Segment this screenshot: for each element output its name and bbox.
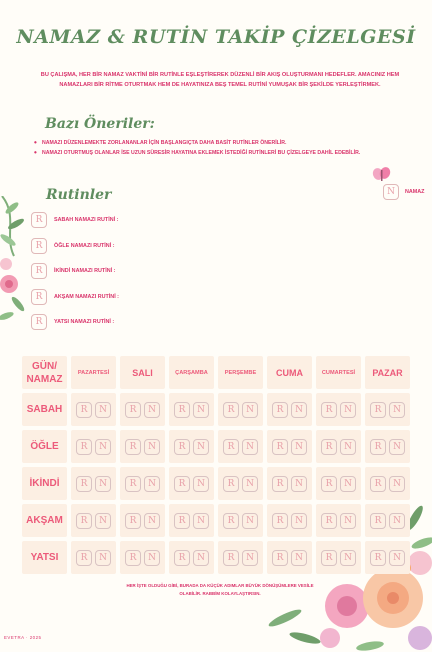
check-pair — [125, 402, 160, 418]
prayer-row-header — [22, 541, 67, 574]
prayer-row-header — [22, 467, 67, 500]
routine-checkbox[interactable]: R — [321, 513, 337, 529]
corner-label-top: GÜN/ — [31, 360, 57, 372]
routine-item — [31, 289, 119, 305]
day-header-label: ÇARŞAMBA — [175, 369, 208, 376]
routine-checkbox[interactable]: R — [76, 439, 92, 455]
check-pair — [174, 476, 209, 492]
suggestion-item: • NAMAZI DÜZENLEMEKTE ZORLANANLAR İÇİN BAŞLANGIÇTA DAHA BASİT RUTİNLER ÖNERİLİR. — [34, 138, 360, 148]
check-pair — [125, 550, 160, 566]
routine-checkbox[interactable]: R — [174, 550, 190, 566]
day-header-label: PAZAR — [372, 367, 403, 378]
tracking-cell — [218, 467, 263, 500]
day-header — [218, 356, 263, 389]
tracking-cell — [71, 467, 116, 500]
routine-checkbox[interactable]: R — [223, 550, 239, 566]
check-pair — [125, 439, 160, 455]
routine-checkbox[interactable]: R — [370, 550, 386, 566]
check-pair — [272, 439, 307, 455]
tracking-cell — [169, 467, 214, 500]
routine-checkbox[interactable]: R — [370, 402, 386, 418]
legend-label: NAMAZ — [405, 189, 425, 195]
namaz-checkbox[interactable]: N — [389, 513, 405, 529]
routine-checkbox[interactable]: R — [272, 439, 288, 455]
prayer-row-label: İKİNDİ — [29, 478, 60, 489]
routine-checkbox[interactable]: R — [76, 513, 92, 529]
routine-checkbox[interactable]: R — [223, 513, 239, 529]
namaz-symbol: N — [383, 184, 399, 200]
check-pair — [370, 550, 405, 566]
prayer-row-header — [22, 430, 67, 463]
namaz-checkbox[interactable]: N — [340, 439, 356, 455]
namaz-checkbox[interactable]: N — [242, 402, 258, 418]
tracking-cell — [120, 504, 165, 537]
namaz-checkbox[interactable]: N — [389, 476, 405, 492]
namaz-checkbox[interactable]: N — [242, 550, 258, 566]
routine-item — [31, 212, 118, 228]
check-pair — [223, 550, 258, 566]
namaz-checkbox[interactable]: N — [291, 476, 307, 492]
namaz-checkbox[interactable]: N — [389, 550, 405, 566]
namaz-checkbox[interactable]: N — [291, 402, 307, 418]
table-corner-header — [22, 356, 67, 389]
tracking-cell — [365, 541, 410, 574]
routine-label: ÖĞLE NAMAZI RUTİNİ : — [54, 243, 115, 249]
tracking-cell — [71, 430, 116, 463]
day-header-label: PERŞEMBE — [224, 369, 257, 376]
routine-checkbox[interactable]: R — [125, 513, 141, 529]
check-pair — [272, 476, 307, 492]
check-pair — [272, 402, 307, 418]
check-pair — [272, 550, 307, 566]
routine-checkbox[interactable]: R — [125, 476, 141, 492]
check-pair — [370, 476, 405, 492]
namaz-checkbox[interactable]: N — [340, 550, 356, 566]
namaz-checkbox[interactable]: N — [193, 439, 209, 455]
routine-checkbox[interactable]: R — [31, 314, 47, 330]
namaz-checkbox[interactable]: N — [95, 439, 111, 455]
namaz-checkbox[interactable]: N — [193, 513, 209, 529]
day-header-label: CUMARTESİ — [321, 369, 356, 376]
intro-text: BU ÇALIŞMA, HER BİR NAMAZ VAKTİNİ BİR RUTİNLE EŞLEŞTİREREK DÜZENLİ BİR AKIŞ OLUŞTURMANI HEDEFLER. AMACINIZ HEM NAMAZLARI BİR RİTME OTURTMAK HEM DE HAYATINIZA BEŞ TEMEL RUTİNİ YUMUŞAK BİR ŞEKİLDE YERLEŞTİRMEK. — [40, 72, 400, 88]
day-header — [316, 356, 361, 389]
routine-checkbox[interactable]: R — [272, 402, 288, 418]
routines-heading: Rutinler — [46, 187, 112, 203]
tracking-cell — [169, 504, 214, 537]
routine-checkbox[interactable]: R — [321, 402, 337, 418]
day-header — [267, 356, 312, 389]
routine-checkbox[interactable]: R — [31, 263, 47, 279]
tracking-cell — [71, 393, 116, 426]
tracking-cell — [218, 541, 263, 574]
check-pair — [174, 439, 209, 455]
tracking-cell — [267, 467, 312, 500]
routine-checkbox[interactable]: R — [31, 212, 47, 228]
routine-item — [31, 314, 114, 330]
floral-left-decoration — [0, 196, 28, 331]
check-pair — [76, 513, 111, 529]
tracking-cell — [71, 504, 116, 537]
routine-label: SABAH NAMAZI RUTİNİ : — [54, 217, 119, 223]
routine-checkbox[interactable]: R — [174, 439, 190, 455]
namaz-checkbox[interactable]: N — [242, 439, 258, 455]
namaz-checkbox[interactable]: N — [193, 402, 209, 418]
routine-checkbox[interactable]: R — [272, 476, 288, 492]
credit-text: EVETRA · 2025 — [4, 635, 42, 640]
routine-checkbox[interactable]: R — [76, 550, 92, 566]
check-pair — [174, 513, 209, 529]
prayer-row-header — [22, 393, 67, 426]
routine-checkbox[interactable]: R — [31, 238, 47, 254]
check-pair — [125, 476, 160, 492]
namaz-checkbox[interactable]: N — [95, 550, 111, 566]
routine-checkbox[interactable]: R — [272, 550, 288, 566]
routine-checkbox[interactable]: R — [174, 476, 190, 492]
page-title: NAMAZ & RUTİN TAKİP ÇİZELGESİ — [16, 26, 416, 48]
tracking-cell — [169, 541, 214, 574]
namaz-checkbox[interactable]: N — [193, 550, 209, 566]
routine-label: İKİNDİ NAMAZI RUTİNİ : — [54, 268, 116, 274]
tracking-cell — [316, 430, 361, 463]
tracking-cell — [169, 430, 214, 463]
namaz-checkbox[interactable]: N — [95, 476, 111, 492]
namaz-checkbox[interactable]: N — [193, 476, 209, 492]
namaz-checkbox[interactable]: N — [340, 402, 356, 418]
namaz-checkbox[interactable]: N — [144, 550, 160, 566]
routine-checkbox[interactable]: R — [223, 476, 239, 492]
check-pair — [321, 513, 356, 529]
routine-checkbox[interactable]: R — [272, 513, 288, 529]
namaz-checkbox[interactable]: N — [291, 550, 307, 566]
routine-item — [31, 238, 115, 254]
routine-checkbox[interactable]: R — [125, 402, 141, 418]
suggestions-list — [34, 138, 360, 158]
prayer-row-label: SABAH — [26, 404, 63, 415]
routine-checkbox[interactable]: R — [174, 513, 190, 529]
check-pair — [223, 476, 258, 492]
routine-checkbox[interactable]: R — [370, 476, 386, 492]
day-header — [365, 356, 410, 389]
check-pair — [76, 550, 111, 566]
namaz-checkbox[interactable]: N — [291, 439, 307, 455]
namaz-checkbox[interactable]: N — [389, 439, 405, 455]
check-pair — [174, 550, 209, 566]
tracking-cell — [365, 430, 410, 463]
prayer-row-label: AKŞAM — [26, 515, 63, 526]
tracking-cell — [71, 541, 116, 574]
prayer-row-header — [22, 504, 67, 537]
routine-checkbox[interactable]: R — [321, 439, 337, 455]
tracking-cell — [316, 393, 361, 426]
tracking-cell — [120, 541, 165, 574]
tracking-cell — [365, 504, 410, 537]
tracking-cell — [316, 504, 361, 537]
tracking-cell — [267, 393, 312, 426]
tracking-cell — [316, 541, 361, 574]
prayer-row-label: ÖĞLE — [30, 441, 59, 452]
namaz-checkbox[interactable]: N — [340, 476, 356, 492]
check-pair — [321, 402, 356, 418]
day-header — [169, 356, 214, 389]
day-header-label: CUMA — [276, 367, 303, 378]
namaz-checkbox[interactable]: N — [144, 513, 160, 529]
tracking-cell — [218, 393, 263, 426]
routine-checkbox[interactable]: R — [174, 402, 190, 418]
day-header — [120, 356, 165, 389]
check-pair — [174, 402, 209, 418]
check-pair — [321, 550, 356, 566]
corner-label-bottom: NAMAZ — [26, 373, 63, 385]
namaz-checkbox[interactable]: N — [144, 476, 160, 492]
butterfly-icon — [372, 166, 392, 186]
tracking-cell — [316, 467, 361, 500]
prayer-row-label: YATSI — [30, 552, 59, 563]
suggestions-heading: Bazı Öneriler: — [45, 116, 155, 132]
routine-item — [31, 263, 115, 279]
check-pair — [125, 513, 160, 529]
legend — [383, 184, 424, 200]
namaz-checkbox[interactable]: N — [144, 439, 160, 455]
namaz-checkbox[interactable]: N — [242, 513, 258, 529]
routine-checkbox[interactable]: R — [321, 476, 337, 492]
routine-checkbox[interactable]: R — [31, 289, 47, 305]
routine-checkbox[interactable]: R — [321, 550, 337, 566]
namaz-checkbox[interactable]: N — [144, 402, 160, 418]
check-pair — [370, 513, 405, 529]
routine-checkbox[interactable]: R — [370, 513, 386, 529]
routine-checkbox[interactable]: R — [76, 476, 92, 492]
tracking-cell — [365, 467, 410, 500]
namaz-checkbox[interactable]: N — [291, 513, 307, 529]
tracking-cell — [267, 504, 312, 537]
suggestion-item: • NAMAZI OTURTMUŞ OLANLAR İSE UZUN SÜRESİR HAYATINA EKLEMEK İSTEDİĞİ RUTİNLERİ BU ÇİZELGEYE DAHİL EDEBİLİR. — [34, 148, 360, 158]
tracking-cell — [120, 393, 165, 426]
check-pair — [76, 402, 111, 418]
tracking-cell — [267, 430, 312, 463]
routine-checkbox[interactable]: R — [223, 439, 239, 455]
day-header-label: SALI — [132, 367, 153, 378]
check-pair — [223, 439, 258, 455]
footer-note: HER İŞTE OLDUĞU GİBİ, BURADA DA KÜÇÜK ADIMLAR BÜYÜK DÖNÜŞÜMLERE VESİLE OLABİLİR. RABBİM KOLAYLAŞTIRSIN. — [126, 583, 314, 596]
tracking-cell — [365, 393, 410, 426]
namaz-checkbox[interactable]: N — [389, 402, 405, 418]
tracking-cell — [218, 430, 263, 463]
check-pair — [223, 402, 258, 418]
tracking-cell — [218, 504, 263, 537]
routine-checkbox[interactable]: R — [76, 402, 92, 418]
check-pair — [76, 439, 111, 455]
check-pair — [370, 402, 405, 418]
namaz-checkbox[interactable]: N — [95, 402, 111, 418]
tracking-cell — [267, 541, 312, 574]
routine-checkbox[interactable]: R — [125, 439, 141, 455]
tracking-cell — [169, 393, 214, 426]
day-header — [71, 356, 116, 389]
tracking-cell — [120, 430, 165, 463]
namaz-checkbox[interactable]: N — [95, 513, 111, 529]
check-pair — [321, 476, 356, 492]
check-pair — [223, 513, 258, 529]
routine-label: YATSI NAMAZI RUTİNİ : — [54, 319, 115, 325]
namaz-checkbox[interactable]: N — [340, 513, 356, 529]
check-pair — [272, 513, 307, 529]
routine-checkbox[interactable]: R — [125, 550, 141, 566]
check-pair — [370, 439, 405, 455]
check-pair — [321, 439, 356, 455]
routine-label: AKŞAM NAMAZI RUTİNİ : — [54, 294, 119, 300]
routine-checkbox[interactable]: R — [223, 402, 239, 418]
routine-checkbox[interactable]: R — [370, 439, 386, 455]
tracking-cell — [120, 467, 165, 500]
day-header-label: PAZARTESİ — [77, 369, 110, 376]
check-pair — [76, 476, 111, 492]
namaz-checkbox[interactable]: N — [242, 476, 258, 492]
